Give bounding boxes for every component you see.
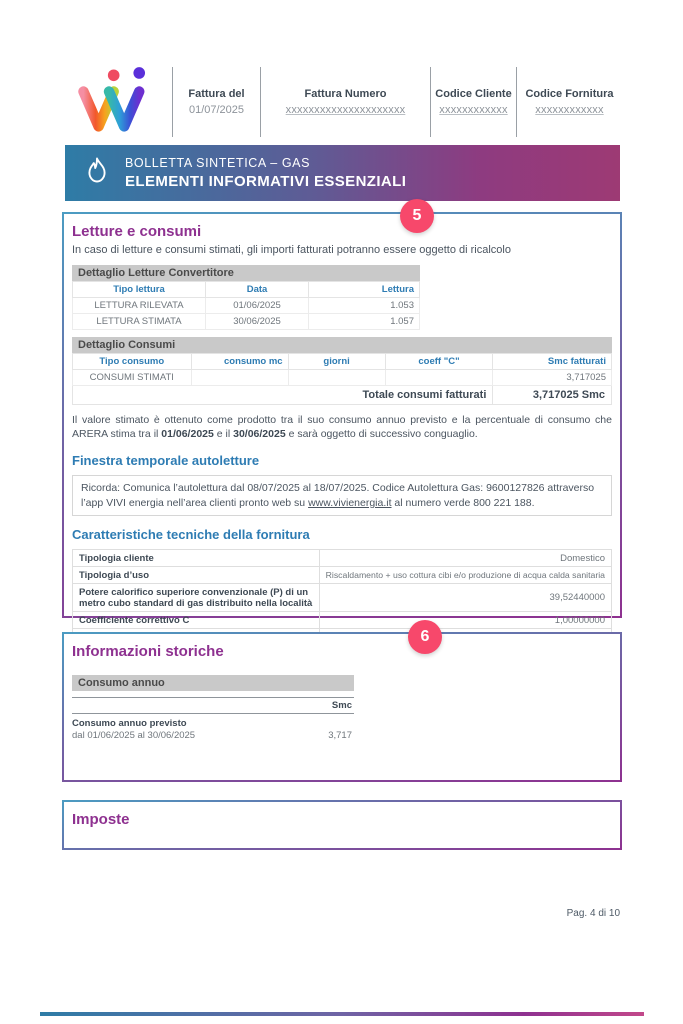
section-letture-e-consumi bbox=[62, 212, 622, 626]
section-banner-gas bbox=[65, 145, 620, 201]
table-title-dettaglio-consumi: Dettaglio Consumi bbox=[72, 337, 612, 353]
section-number-badge-5: 5 bbox=[400, 199, 434, 233]
banner-text bbox=[125, 156, 406, 190]
field-value: xxxxxxxxxxxx bbox=[439, 104, 508, 116]
table-cell: LETTURA STIMATA bbox=[73, 314, 206, 330]
table-title-letture-convertitore: Dettaglio Letture Convertitore bbox=[72, 265, 420, 281]
field-value: 01/07/2025 bbox=[188, 104, 245, 116]
heading-finestra-autoletture: Finestra temporale autoletture bbox=[72, 452, 260, 468]
banner-line2: ELEMENTI INFORMATIVI ESSENZIALI bbox=[125, 173, 407, 190]
table-cell: 01/06/2025 bbox=[206, 298, 309, 314]
reminder-text: al numero verde 800 221 188. bbox=[391, 496, 535, 509]
section-imposte bbox=[62, 800, 622, 850]
table-cell bbox=[288, 370, 385, 386]
tech-label: Tipologia d’uso bbox=[73, 567, 320, 584]
consumo-annuo-title: Consumo annuo bbox=[72, 675, 354, 691]
table-cell: CONSUMI STIMATI bbox=[73, 370, 192, 386]
consumo-annuo-block bbox=[72, 675, 354, 741]
table-cell: 30/06/2025 bbox=[206, 314, 309, 330]
table-cell bbox=[191, 370, 288, 386]
tech-label: Tipologia cliente bbox=[73, 550, 320, 567]
consumo-annuo-row bbox=[72, 714, 354, 741]
table-total-row bbox=[73, 386, 612, 405]
flame-icon bbox=[81, 155, 113, 191]
field-value: xxxxxxxxxxxxxxxxxxxxx bbox=[285, 104, 406, 116]
autolettura-reminder-box bbox=[72, 475, 612, 516]
section-title: Informazioni storiche bbox=[72, 643, 224, 660]
table-row bbox=[73, 314, 420, 330]
section-title: Imposte bbox=[72, 811, 130, 828]
col-tipo-lettura: Tipo lettura bbox=[73, 282, 206, 298]
section-subtitle: In caso di letture e consumi stimati, gli importi fatturati potranno essere oggetto di ricalcolo bbox=[72, 244, 511, 256]
header-field-codice-fornitura bbox=[516, 67, 622, 137]
section-number-badge-6: 6 bbox=[408, 620, 442, 654]
col-coeff-c: coeff "C" bbox=[385, 354, 493, 370]
col-data: Data bbox=[206, 282, 309, 298]
row-label-line1: Consumo annuo previsto bbox=[72, 718, 187, 729]
table-row bbox=[73, 612, 612, 629]
document-header bbox=[60, 64, 622, 140]
header-field-codice-cliente bbox=[430, 67, 516, 137]
table-row bbox=[73, 550, 612, 567]
col-giorni: giorni bbox=[288, 354, 385, 370]
note-text: e sarà oggetto di successivo conguaglio. bbox=[285, 428, 478, 441]
table-row bbox=[73, 298, 420, 314]
table-row bbox=[73, 567, 612, 584]
table-header-row bbox=[73, 282, 420, 298]
row-label-line2: dal 01/06/2025 al 30/06/2025 bbox=[72, 730, 196, 741]
logo-w-icon bbox=[70, 66, 162, 138]
row-value: 3,717 bbox=[328, 730, 352, 741]
table-cell: 1.053 bbox=[309, 298, 420, 314]
section-informazioni-storiche bbox=[62, 632, 622, 782]
tech-label: Potere calorifico superiore convenzionale (P) di un metro cubo standard di gas distribuito nella località bbox=[73, 584, 320, 612]
tech-value: 39,52440000 bbox=[319, 584, 611, 612]
tech-value: 1,00000000 bbox=[319, 612, 611, 629]
table-cell: 3,717025 bbox=[493, 370, 612, 386]
note-text: e il bbox=[213, 428, 234, 441]
banner-line1: BOLLETTA SINTETICA – GAS bbox=[125, 156, 311, 170]
tech-value: Riscaldamento + uso cottura cibi e/o produzione di acqua calda sanitaria bbox=[319, 567, 611, 584]
note-date-start: 01/06/2025 bbox=[161, 428, 214, 441]
bottom-gradient-rule bbox=[40, 1012, 644, 1016]
table-cell: 1.057 bbox=[309, 314, 420, 330]
table-row bbox=[73, 370, 612, 386]
total-value: 3,717025 Smc bbox=[493, 386, 612, 405]
col-tipo-consumo: Tipo consumo bbox=[73, 354, 192, 370]
total-label: Totale consumi fatturati bbox=[73, 386, 493, 405]
page-number: Pag. 4 di 10 bbox=[566, 908, 620, 919]
field-label: Codice Fornitura bbox=[525, 88, 614, 100]
tech-label: Coefficiente correttivo C bbox=[73, 612, 320, 629]
table-cell bbox=[385, 370, 493, 386]
reminder-text: Ricorda: Comunica l’autolettura dal 08/07/2025 al 18/07/2025. Codice Autolettura Gas: 9600127826 attraverso l’app VIVI energia nell’area clienti pronto web su bbox=[81, 481, 595, 509]
field-label: Fattura del bbox=[188, 88, 245, 100]
section-title: Letture e consumi bbox=[72, 223, 202, 240]
table-dettaglio-consumi bbox=[72, 353, 612, 405]
table-row bbox=[73, 584, 612, 612]
table-letture-convertitore bbox=[72, 281, 420, 330]
unit-header-smc: Smc bbox=[72, 697, 354, 714]
tech-value: Domestico bbox=[319, 550, 611, 567]
col-consumo-mc: consumo mc bbox=[191, 354, 288, 370]
col-lettura: Lettura bbox=[309, 282, 420, 298]
table-header-row bbox=[73, 354, 612, 370]
table-cell: LETTURA RILEVATA bbox=[73, 298, 206, 314]
heading-caratteristiche-tecniche: Caratteristiche tecniche della fornitura bbox=[72, 527, 310, 543]
note-date-end: 30/06/2025 bbox=[233, 428, 286, 441]
estimate-note bbox=[72, 413, 612, 442]
vivi-energia-logo bbox=[60, 66, 172, 138]
header-field-fattura-numero bbox=[260, 67, 430, 137]
field-value: xxxxxxxxxxxx bbox=[535, 104, 604, 116]
field-label: Fattura Numero bbox=[304, 88, 387, 100]
note-text: Il valore stimato è ottenuto come prodotto tra il suo consumo annuo previsto e la percentuale di consumo che ARERA stima tra il bbox=[72, 414, 612, 441]
vivienergia-link[interactable]: www.vivienergia.it bbox=[308, 496, 392, 509]
field-label: Codice Cliente bbox=[435, 88, 512, 100]
header-field-fattura-del bbox=[172, 67, 260, 137]
row-label bbox=[72, 718, 195, 741]
col-smc-fatturati: Smc fatturati bbox=[493, 354, 612, 370]
